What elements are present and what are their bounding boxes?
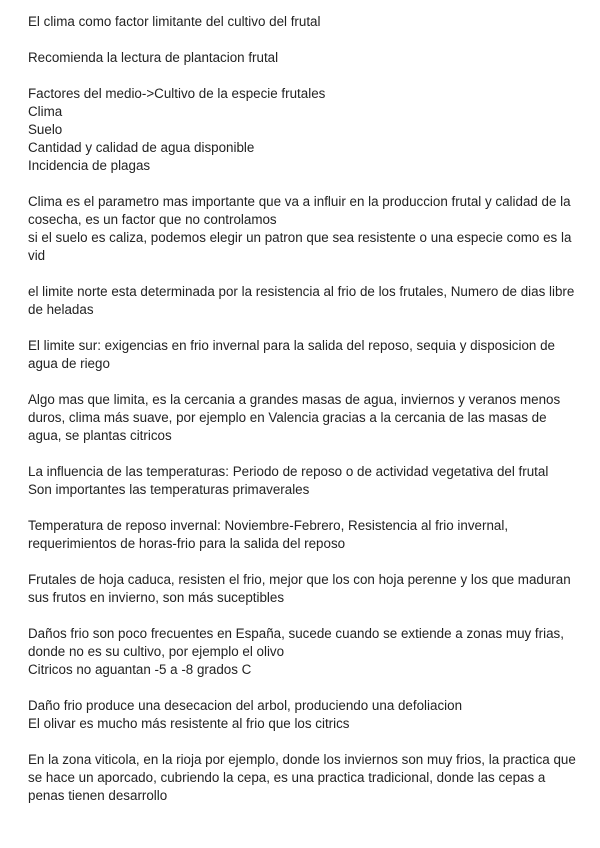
paragraph-winter-rest	[28, 517, 576, 553]
title-paragraph	[28, 13, 576, 31]
text-line: En la zona viticola, en la rioja por ejemplo, donde los inviernos son muy frios, la practica que se hace un aporcado, cubriendo la cepa, es una practica tradicional, donde las cepas a penas tienen desarrollo	[28, 752, 576, 803]
paragraph-deciduous	[28, 571, 576, 607]
list-item: Suelo	[28, 122, 63, 137]
text-line: Factores del medio->Cultivo de la especie frutales	[28, 86, 326, 101]
text-line: Frutales de hoja caduca, resisten el frio, mejor que los con hoja perenne y los que maduran sus frutos en invierno, son más suceptibles	[28, 572, 571, 605]
text-line: Son importantes las temperaturas primaverales	[28, 482, 310, 497]
text-line: si el suelo es caliza, podemos elegir un patron que sea resistente o una especie como es la vid	[28, 230, 572, 263]
paragraph-viticulture	[28, 751, 576, 805]
text-line: Clima es el parametro mas importante que va a influir en la produccion frutal y calidad de la cosecha, es un factor que no controlamos	[28, 194, 571, 227]
text-line: El limite sur: exigencias en frio invernal para la salida del reposo, sequia y disposicion de agua de riego	[28, 338, 555, 371]
paragraph-environment-factors	[28, 85, 576, 175]
text-line: Algo mas que limita, es la cercania a grandes masas de agua, inviernos y veranos menos duros, clima más suave, por ejemplo en Valencia gracias a la cercania de las masas de agua, se plantas citricos	[28, 392, 561, 443]
paragraph-reading-recommendation	[28, 49, 576, 67]
document-title: El clima como factor limitante del cultivo del frutal	[28, 14, 321, 29]
paragraph-water-masses	[28, 391, 576, 445]
paragraph-cold-damage	[28, 625, 576, 679]
text-line: El olivar es mucho más resistente al frio que los citrics	[28, 716, 350, 731]
paragraph-temperatures	[28, 463, 576, 499]
document-body	[28, 13, 576, 823]
text-line: el limite norte esta determinada por la resistencia al frio de los frutales, Numero de dias libre de heladas	[28, 284, 575, 317]
text-line: Citricos no aguantan -5 a -8 grados C	[28, 662, 252, 677]
list-item: Clima	[28, 104, 63, 119]
text-line: Recomienda la lectura de plantacion frutal	[28, 50, 279, 65]
list-item: Incidencia de plagas	[28, 158, 151, 173]
paragraph-desiccation	[28, 697, 576, 733]
text-line: Temperatura de reposo invernal: Noviembre-Febrero, Resistencia al frio invernal, requerimientos de horas-frio para la salida del reposo	[28, 518, 509, 551]
list-item: Cantidad y calidad de agua disponible	[28, 140, 255, 155]
text-line: La influencia de las temperaturas: Periodo de reposo o de actividad vegetativa del frutal	[28, 464, 549, 479]
text-line: Daño frio produce una desecacion del arbol, produciendo una defoliacion	[28, 698, 463, 713]
paragraph-south-limit	[28, 337, 576, 373]
paragraph-climate	[28, 193, 576, 265]
paragraph-north-limit	[28, 283, 576, 319]
text-line: Daños frio son poco frecuentes en España, sucede cuando se extiende a zonas muy frias, donde no es su cultivo, por ejemplo el olivo	[28, 626, 564, 659]
